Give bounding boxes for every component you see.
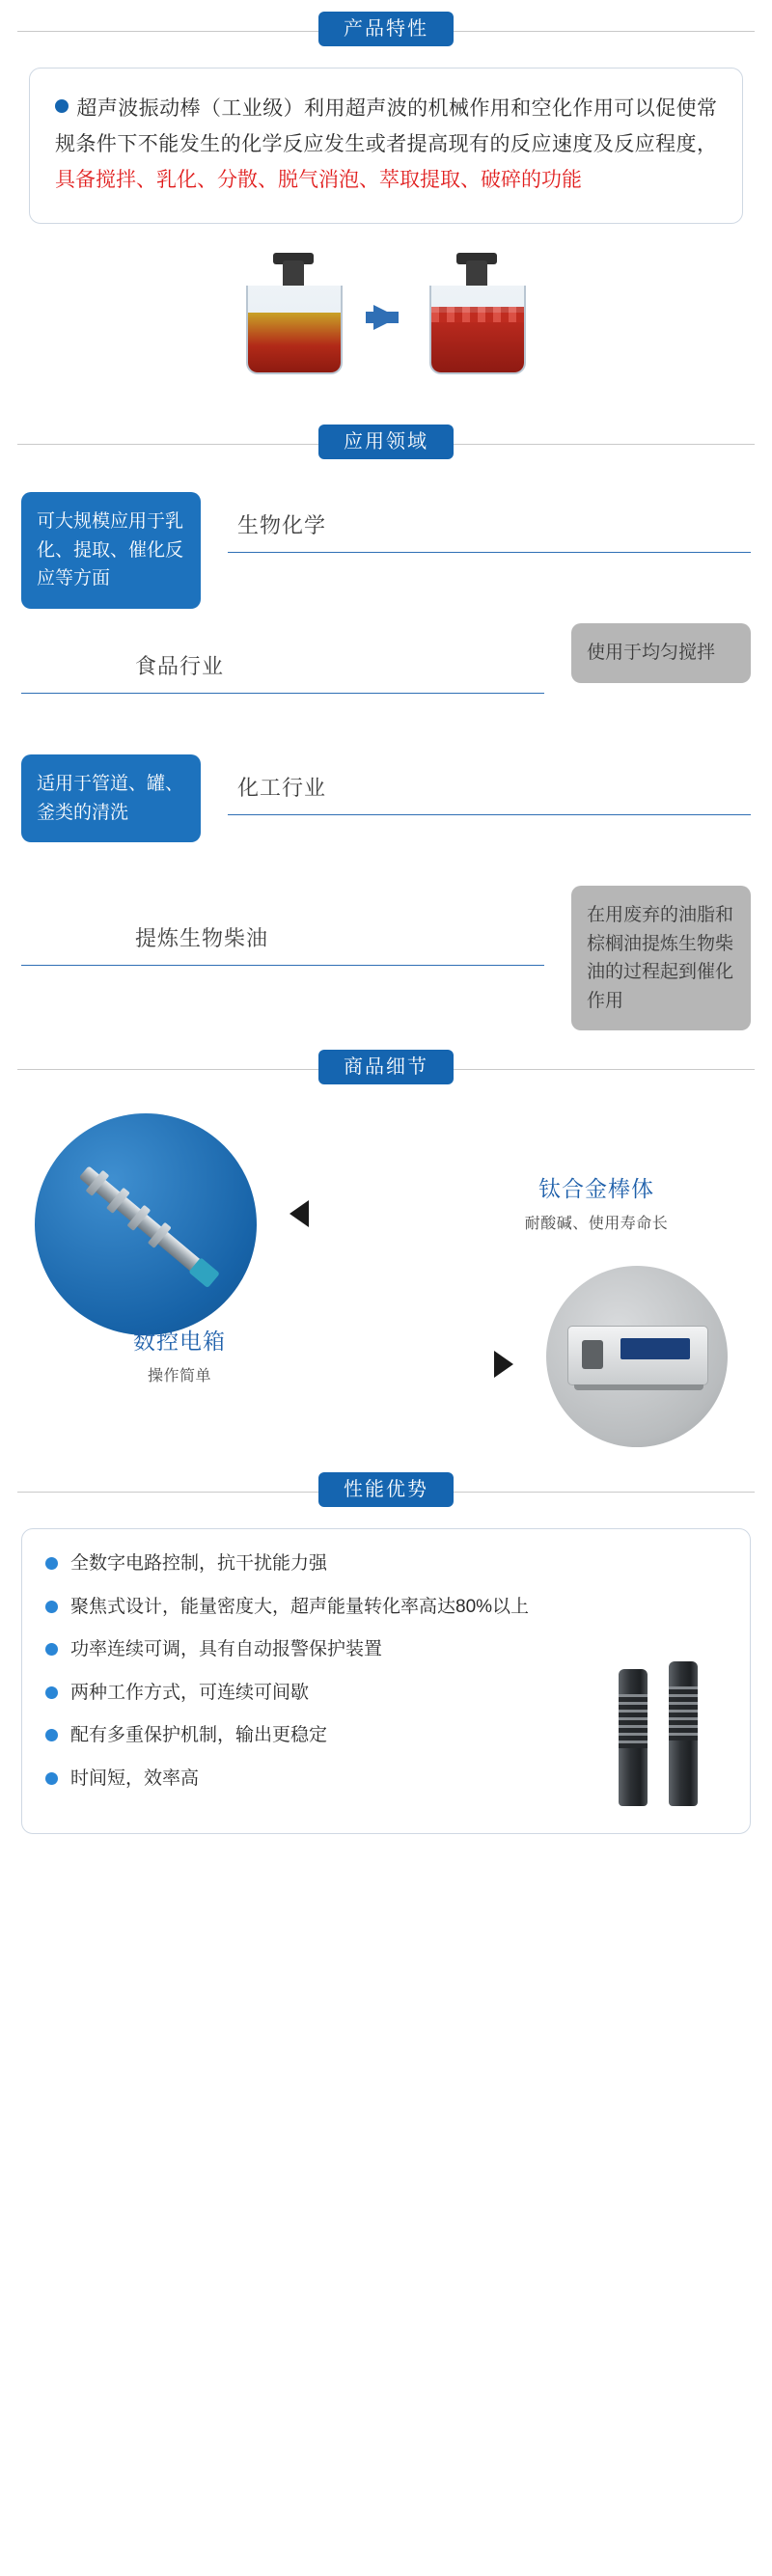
liquid-after — [431, 313, 524, 372]
underline — [228, 552, 751, 553]
control-box-photo — [546, 1266, 728, 1447]
detail-subtitle: 耐酸碱、使用寿命长 — [524, 1216, 669, 1233]
horn-pair-photo — [601, 1661, 729, 1806]
application-label: 食品行业 — [135, 654, 225, 679]
section-header-advantages — [0, 1461, 772, 1522]
application-row — [0, 745, 772, 868]
control-knob — [582, 1340, 603, 1369]
section-title-advantages: 性能优势 — [318, 1472, 454, 1507]
underline — [21, 693, 544, 694]
intro-text-highlight: 具备搅拌、乳化、分散、脱气消泡、萃取提取、破碎的功能 — [55, 168, 582, 191]
advantage-item: 时间短，效率高 — [45, 1766, 727, 1794]
underline — [228, 814, 751, 815]
bullet-icon — [55, 99, 69, 113]
advantage-item: 功率连续可调，具有自动报警保护装置 — [45, 1636, 727, 1664]
detail-title: 数控电箱 — [133, 1329, 226, 1355]
application-list — [0, 482, 772, 1021]
application-label: 生物化学 — [237, 513, 327, 538]
detail-caption-controlbox — [64, 1324, 295, 1385]
triangle-left-icon — [290, 1200, 309, 1227]
advantage-item: 聚焦式设计，能量密度大，超声能量转化率高达80%以上 — [45, 1594, 727, 1622]
control-screen — [620, 1338, 690, 1359]
horn-icon — [619, 1669, 648, 1806]
advantages-card — [21, 1528, 751, 1834]
titanium-rod-photo — [35, 1113, 257, 1335]
intro-card — [29, 68, 743, 224]
horn-grooves — [669, 1686, 698, 1740]
section-title-details: 商品细节 — [318, 1050, 454, 1084]
horn-icon — [669, 1661, 698, 1806]
application-description: 可大规模应用于乳化、提取、催化反应等方面 — [21, 492, 201, 608]
section-header-features — [0, 0, 772, 62]
detail-subtitle: 操作简单 — [147, 1368, 211, 1385]
liquid-before — [248, 313, 341, 372]
advantage-item: 全数字电路控制，抗干扰能力强 — [45, 1550, 727, 1578]
triangle-right-icon — [494, 1351, 513, 1378]
section-title-features: 产品特性 — [318, 12, 454, 46]
section-header-details — [0, 1038, 772, 1100]
application-row — [0, 876, 772, 1021]
control-base — [574, 1384, 703, 1390]
intro-text-part1: 超声波振动棒（工业级）利用超声波的机械作用和空化作用可以促使常规条件下不能发生的化学反应发生或者提高现有的反应速度及反应程度， — [55, 97, 717, 155]
application-description: 在用废弃的油脂和棕榈油提炼生物柴油的过程起到催化作用 — [571, 886, 751, 1030]
arrow-right-icon — [373, 305, 399, 330]
rod-illustration — [37, 1117, 255, 1329]
detail-caption-rod — [471, 1171, 722, 1233]
application-description: 使用于均匀搅拌 — [571, 623, 751, 682]
glass-beaker — [246, 286, 343, 374]
intro-text — [55, 92, 717, 198]
after-beaker-image — [424, 260, 532, 374]
application-label: 提炼生物柴油 — [135, 926, 269, 951]
section-title-applications: 应用领域 — [318, 425, 454, 459]
before-beaker-image — [240, 260, 348, 374]
beaker-illustration — [0, 245, 772, 390]
application-label: 化工行业 — [237, 776, 327, 801]
control-box-illustration — [567, 1326, 708, 1385]
section-header-applications — [0, 413, 772, 475]
application-description: 适用于管道、罐、釜类的清洗 — [21, 754, 201, 842]
horn-grooves — [619, 1694, 648, 1748]
advantage-item: 两种工作方式，可连续可间歇 — [45, 1680, 727, 1708]
detail-title: 钛合金棒体 — [538, 1176, 654, 1202]
underline — [21, 965, 544, 966]
application-row — [0, 482, 772, 606]
advantage-item: 配有多重保护机制，输出更稳定 — [45, 1722, 727, 1750]
detail-showcase — [0, 1104, 772, 1451]
application-row — [0, 614, 772, 737]
glass-beaker — [429, 286, 526, 374]
